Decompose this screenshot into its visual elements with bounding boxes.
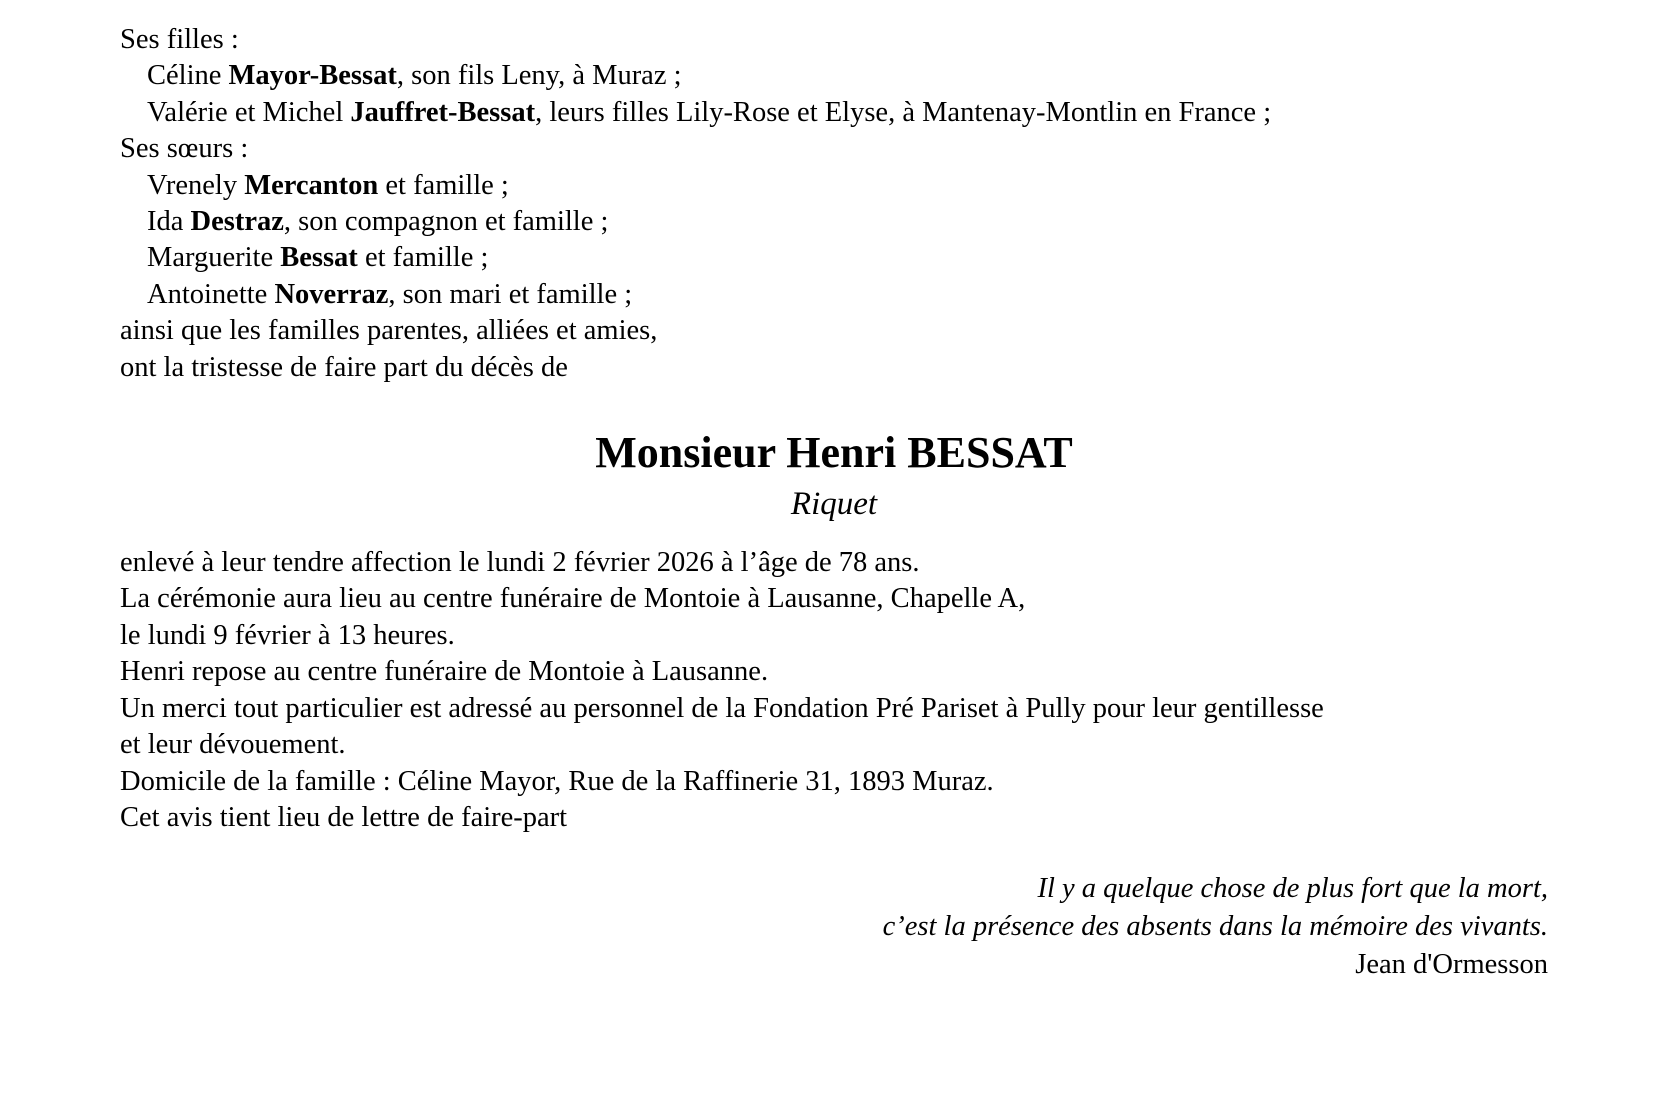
line-text: Ses filles :: [120, 24, 239, 55]
line-text: Antoinette: [147, 278, 275, 310]
line-text: Vrenely: [147, 169, 245, 201]
family-line: [120, 277, 1548, 313]
line-text: Ses sœurs :: [120, 133, 249, 165]
family-line: [120, 240, 1548, 276]
line-text: , son compagnon et famille ;: [283, 206, 609, 238]
line-text: , son fils Leny, à Muraz ;: [396, 60, 682, 92]
family-line: [120, 168, 1548, 204]
deceased-name: Monsieur Henri BESSAT: [595, 428, 1073, 478]
detail-line: et leur dévouement.: [120, 729, 346, 761]
family-line: [120, 313, 1548, 349]
detail-line: Un merci tout particulier est adressé au personnel de la Fondation Pré Pariset à Pully pour leur gentillesse: [120, 692, 1324, 724]
family-line: [120, 22, 1548, 58]
line-name-bold: Mayor-Bessat: [228, 60, 397, 92]
family-line: [120, 131, 1548, 167]
family-line: [120, 95, 1548, 131]
quote-line: Il y a quelque chose de plus fort que la mort,: [1037, 873, 1548, 905]
faire-part-notice: Cet avis tient lieu de lettre de faire-part: [120, 801, 568, 833]
family-section: [120, 22, 1548, 386]
line-text: ainsi que les familles parentes, alliées et amies,: [120, 315, 658, 347]
line-text: et famille ;: [357, 242, 489, 274]
detail-line: La cérémonie aura lieu au centre funéraire de Montoie à Lausanne, Chapelle A,: [120, 583, 1026, 615]
quote-section: [120, 870, 1548, 984]
quote-line: c’est la présence des absents dans la mémoire des vivants.: [882, 911, 1548, 943]
detail-line: enlevé à leur tendre affection le lundi 2 février 2026 à l’âge de 78 ans.: [120, 547, 920, 579]
detail-line: Henri repose au centre funéraire de Montoie à Lausanne.: [120, 656, 769, 688]
deceased-section: [120, 425, 1548, 527]
line-text: , leurs filles Lily-Rose et Elyse, à Mantenay-Montlin en France ;: [535, 96, 1272, 128]
line-name-bold: Destraz: [190, 206, 284, 238]
line-text: Céline: [147, 60, 229, 92]
family-line: [120, 58, 1548, 94]
line-text: Marguerite: [147, 242, 281, 274]
line-name-bold: Bessat: [280, 242, 358, 274]
line-name-bold: Jauffret-Bessat: [350, 96, 536, 128]
line-text: , son mari et famille ;: [388, 278, 633, 310]
detail-line: le lundi 9 février à 13 heures.: [120, 619, 455, 651]
line-name-bold: Noverraz: [274, 278, 389, 310]
line-text: ont la tristesse de faire part du décès de: [120, 351, 568, 383]
line-text: et famille ;: [378, 169, 509, 201]
family-line: [120, 350, 1548, 386]
deceased-nickname: Riquet: [790, 486, 878, 523]
ceremony-details-section: [120, 545, 1548, 800]
quote-attribution: Jean d'Ormesson: [1355, 949, 1548, 981]
family-line: [120, 204, 1548, 240]
line-text: Ida: [147, 206, 191, 238]
detail-line: Domicile de la famille : Céline Mayor, Rue de la Raffinerie 31, 1893 Muraz.: [120, 765, 994, 797]
line-name-bold: Mercanton: [244, 169, 379, 201]
line-text: Valérie et Michel: [147, 96, 351, 128]
